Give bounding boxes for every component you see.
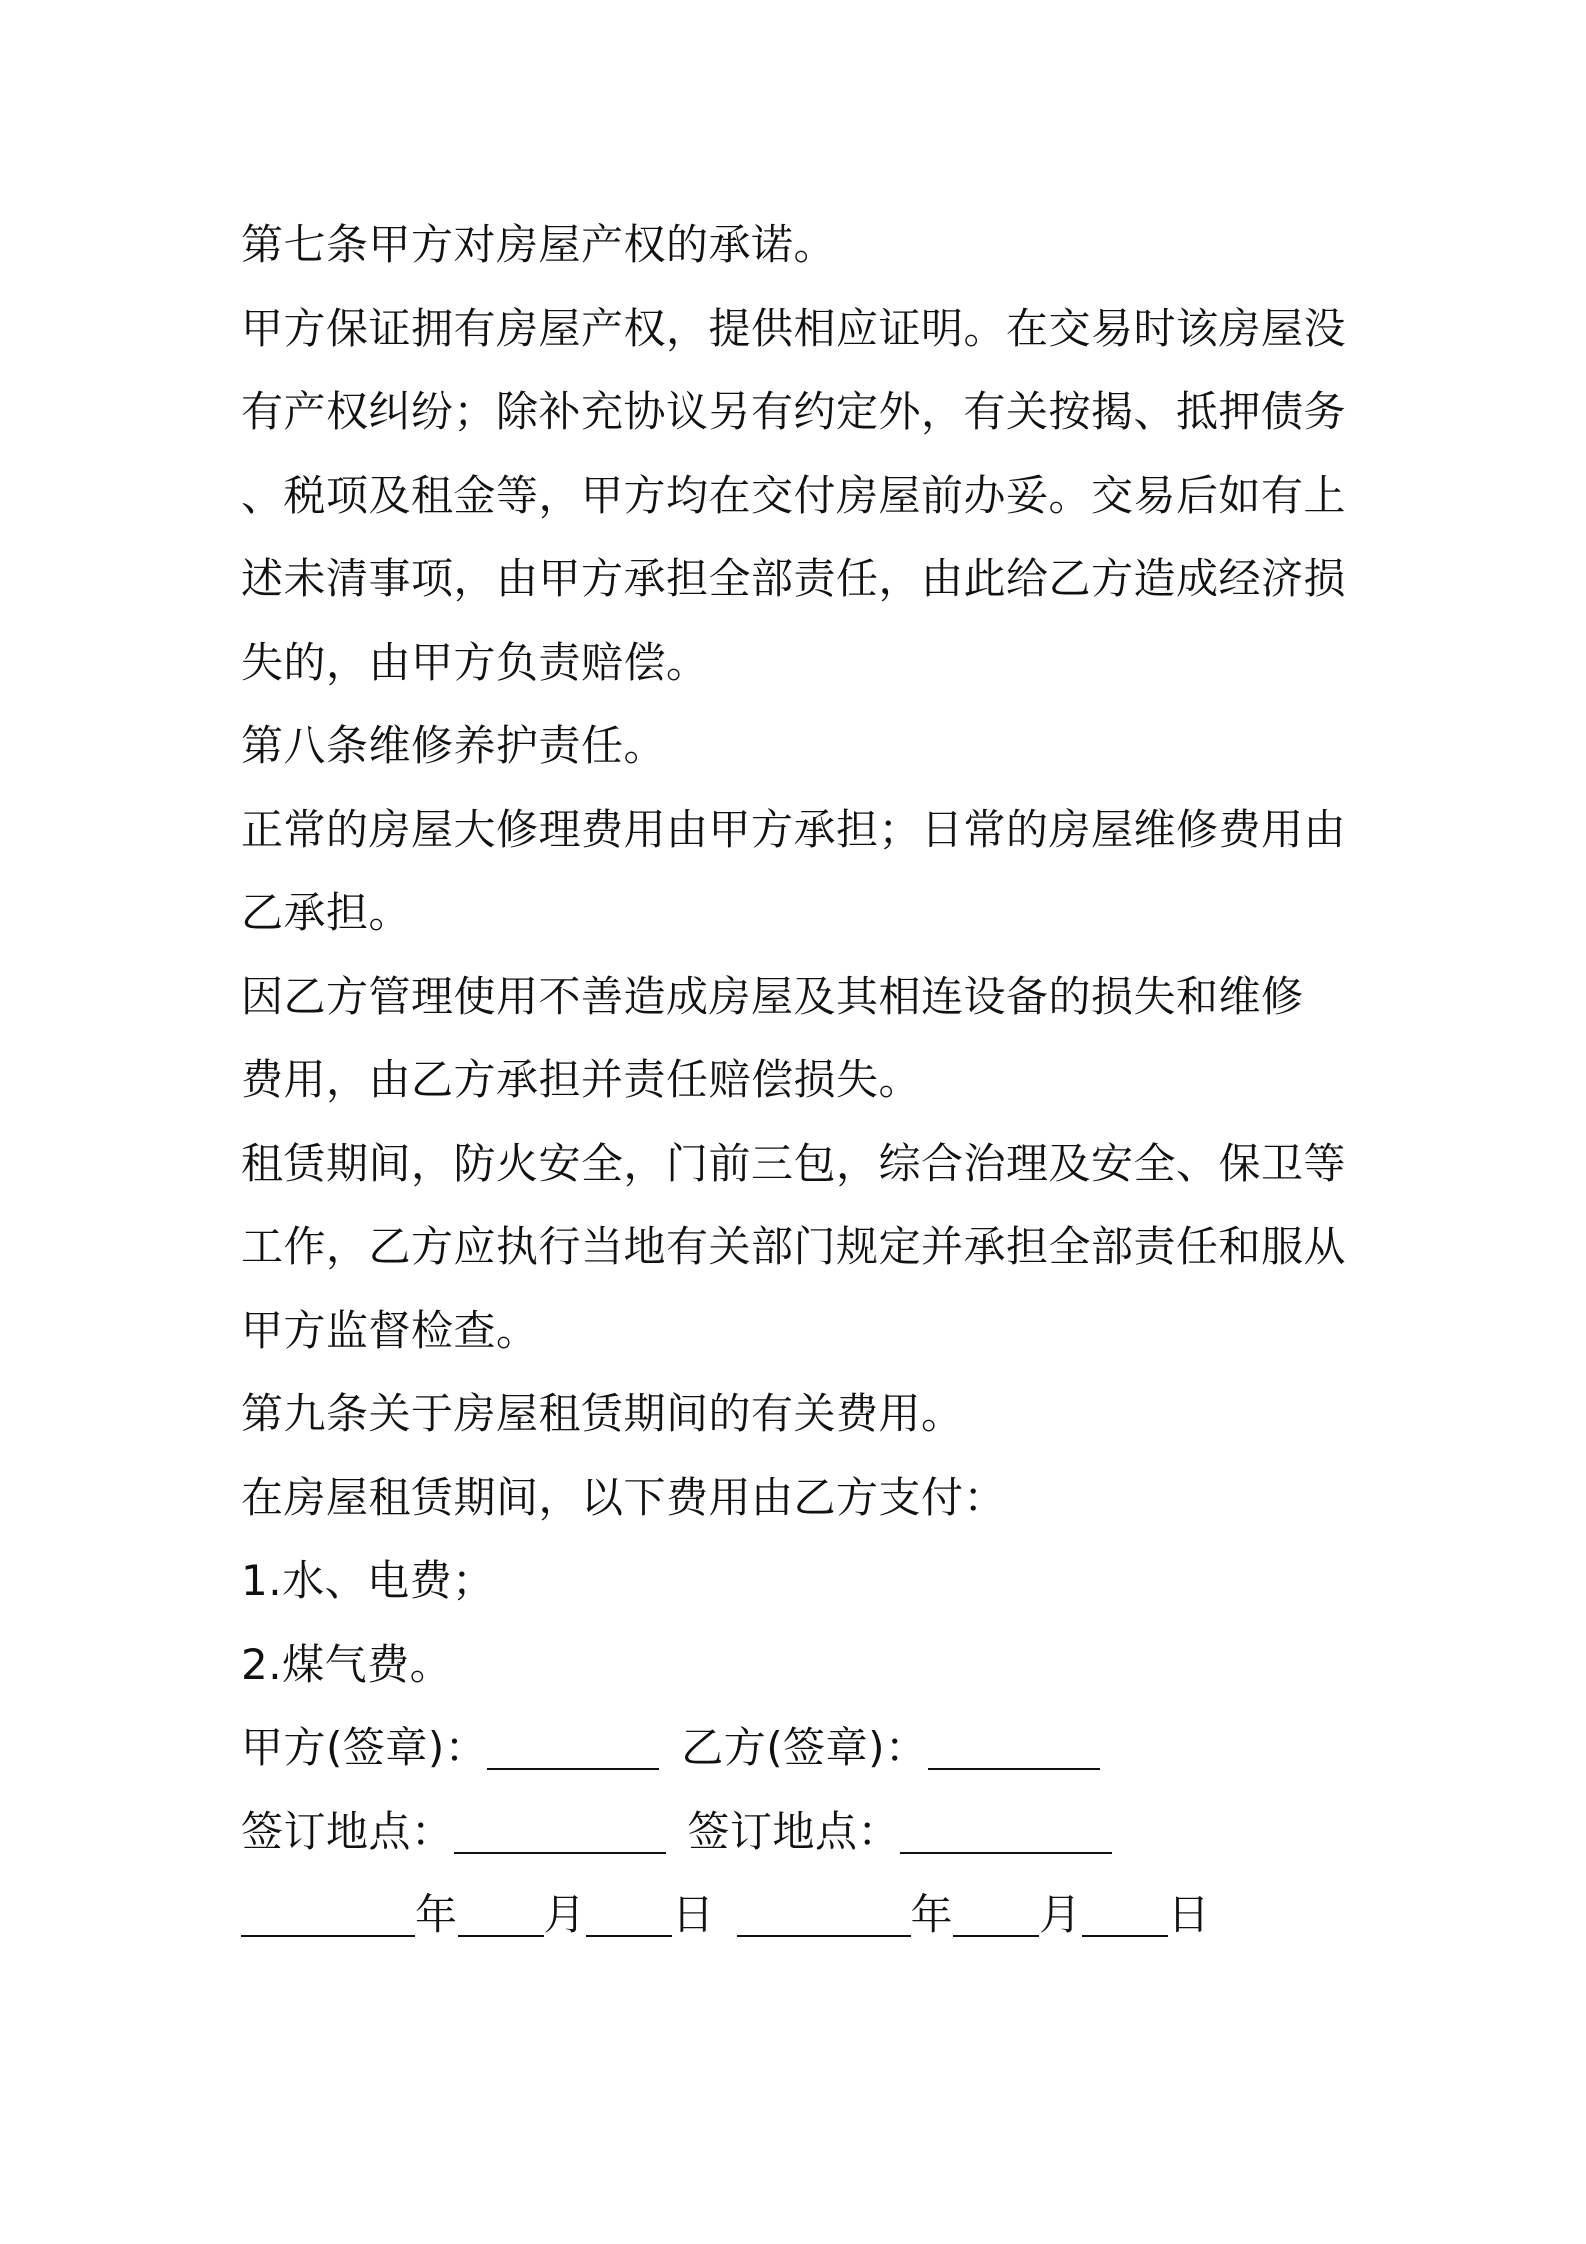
article-8-line-4: 费用，由乙方承担并责任赔偿损失。 [241,1055,922,1104]
party-a-year-blank[interactable] [241,1883,415,1937]
article-9-line-3: 2.煤气费。 [241,1639,453,1689]
contract-body [241,203,1361,1957]
party-b-day-blank[interactable] [1082,1883,1168,1937]
party-a-year-label: 年 [415,1890,458,1939]
party-a-signature-blank[interactable] [487,1716,659,1770]
article-8-line-1: 正常的房屋大修理费用由甲方承担；日常的房屋维修费用由 [241,804,1347,854]
signature-row [241,1706,1361,1790]
article-8-title: 第八条维修养护责任。 [241,721,667,770]
article-8-line-2: 乙承担。 [241,888,412,937]
party-b-year-label: 年 [910,1890,954,1939]
article-7-line-1: 甲方保证拥有房屋产权，提供相应证明。在交易时该房屋没 [241,303,1347,353]
article-9-line-2: 1.水、电费； [241,1556,495,1605]
party-b-place-blank[interactable] [900,1800,1112,1854]
article-8-line-3: 因乙方管理使用不善造成房屋及其相连设备的损失和维修 [241,971,1304,1021]
party-a-day-blank[interactable] [586,1883,672,1937]
party-b-year-blank[interactable] [737,1883,911,1937]
article-9-line-1: 在房屋租赁期间，以下费用由乙方支付： [241,1472,1007,1522]
party-b-place-label: 签订地点： [687,1806,901,1856]
party-a-place-blank[interactable] [454,1800,666,1854]
party-a-signature-label: 甲方(签章)： [241,1723,488,1772]
article-8-line-7: 甲方监督检查。 [241,1305,539,1355]
date-row [241,1873,1361,1957]
party-b-month-blank[interactable] [953,1883,1039,1937]
party-a-day-label: 日 [672,1890,715,1939]
article-7-line-3: 、税项及租金等，甲方均在交付房屋前办妥。交易后如有上 [241,470,1347,520]
article-9-title: 第九条关于房屋租赁期间的有关费用。 [241,1389,964,1438]
party-a-place-label: 签订地点： [241,1806,454,1856]
article-8-line-5: 租赁期间，防火安全，门前三包，综合治理及安全、保卫等 [241,1138,1347,1188]
party-b-signature-label: 乙方(签章)： [681,1723,928,1772]
article-7-line-2: 有产权纠纷；除补充协议另有约定外，有关按揭、抵押债务 [241,387,1347,436]
party-a-month-blank[interactable] [458,1883,544,1937]
signing-place-row [241,1790,1361,1874]
article-7-line-5: 失的，由甲方负责赔偿。 [241,637,709,687]
party-b-month-label: 月 [1039,1890,1082,1939]
article-8-line-6: 工作，乙方应执行当地有关部门规定并承担全部责任和服从 [241,1222,1347,1271]
article-7-title: 第七条甲方对房屋产权的承诺。 [241,220,837,269]
article-7-line-4: 述未清事项，由甲方承担全部责任，由此给乙方造成经济损 [241,554,1347,603]
party-b-day-label: 日 [1167,1890,1211,1939]
party-b-signature-blank[interactable] [928,1716,1100,1770]
party-a-month-label: 月 [543,1890,587,1939]
